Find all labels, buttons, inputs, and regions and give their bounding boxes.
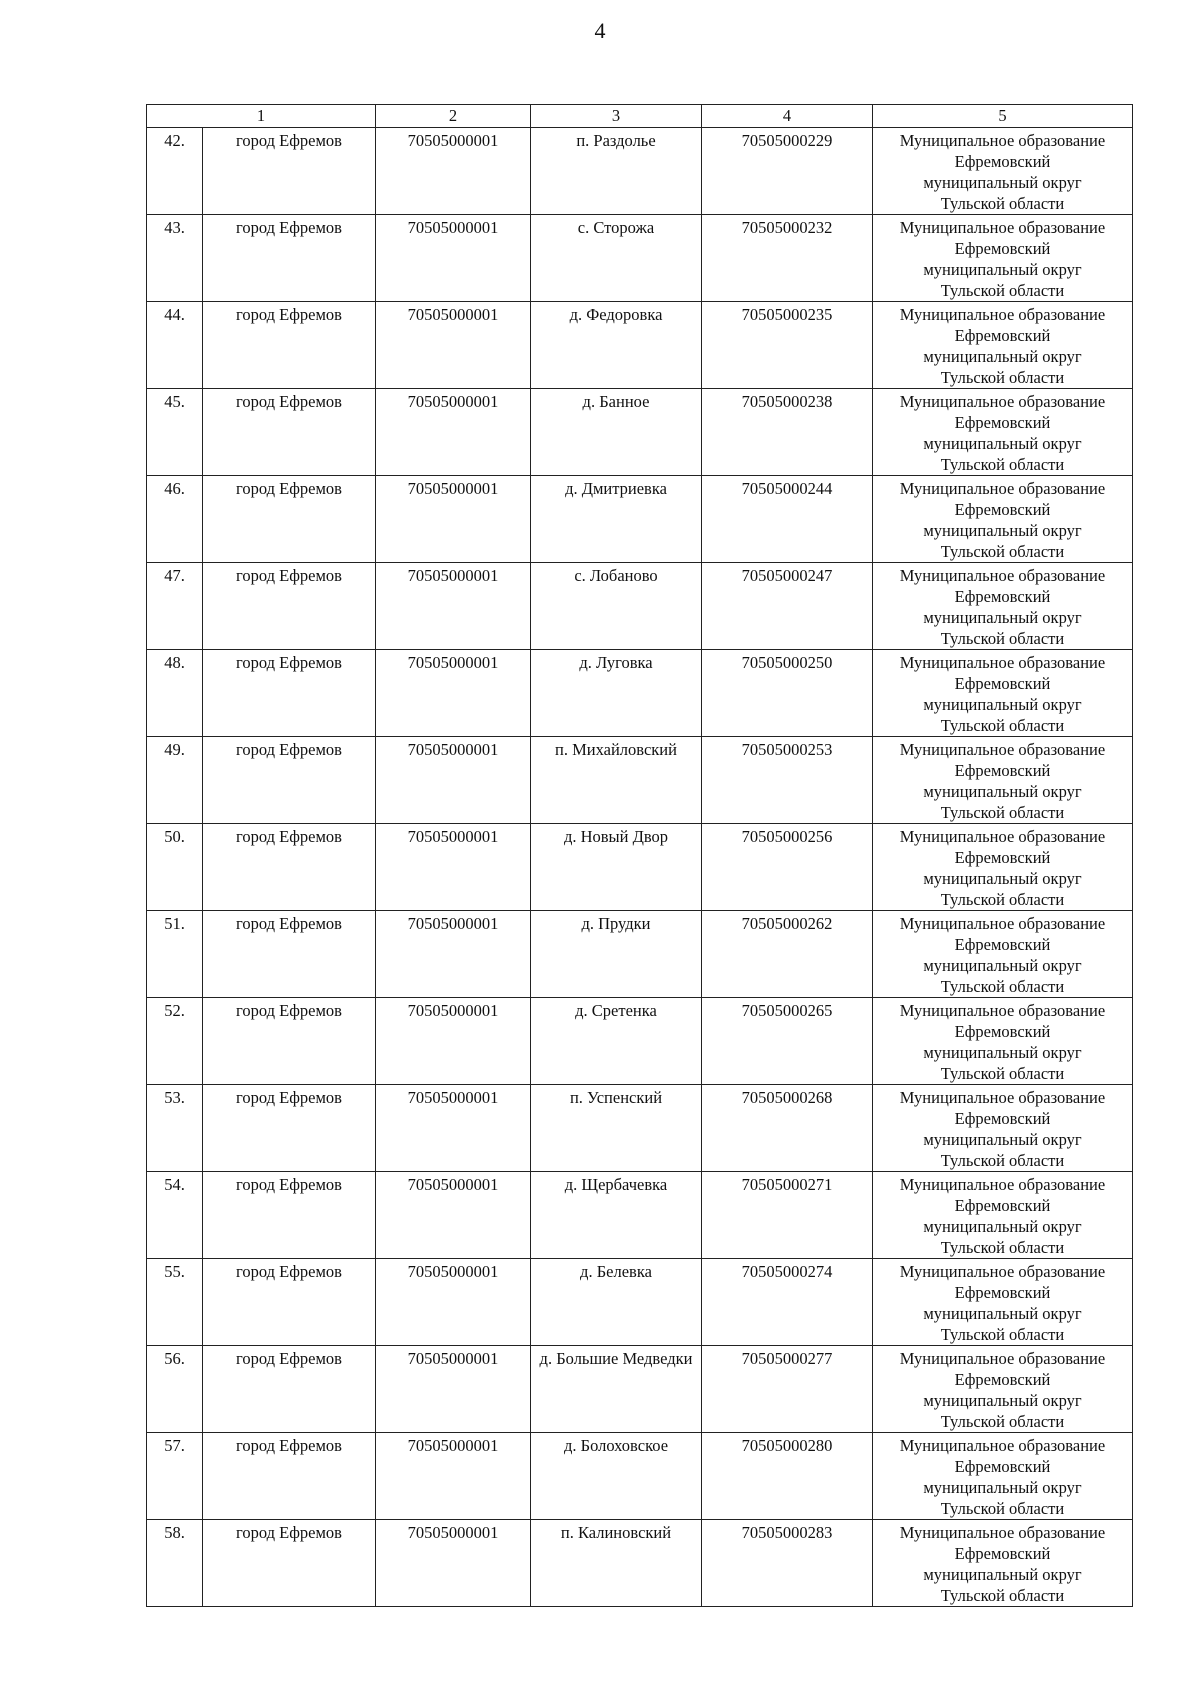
city-cell: город Ефремов <box>203 1085 376 1172</box>
city-code-cell: 70505000001 <box>376 1172 531 1259</box>
city-cell: город Ефремов <box>203 128 376 215</box>
municipality-cell <box>873 215 1133 302</box>
municipality-cell <box>873 998 1133 1085</box>
settlement-cell: д. Дмитриевка <box>531 476 702 563</box>
municipality-line: Тульской области <box>940 1151 1065 1170</box>
settlement-cell: п. Раздолье <box>531 128 702 215</box>
settlement-cell: д. Банное <box>531 389 702 476</box>
table-row <box>147 563 1133 650</box>
city-code-cell: 70505000001 <box>376 476 531 563</box>
row-number: 44. <box>147 302 203 389</box>
city-cell: город Ефремов <box>203 1259 376 1346</box>
municipality-line: Тульской области <box>940 890 1065 909</box>
column-header-5: 5 <box>873 105 1133 128</box>
municipality-line: муниципальный округ <box>923 1043 1082 1062</box>
row-number: 51. <box>147 911 203 998</box>
settlement-cell: д. Прудки <box>531 911 702 998</box>
municipality-cell <box>873 1520 1133 1607</box>
municipality-line: Тульской области <box>940 542 1065 561</box>
municipality-line: Тульской области <box>940 1325 1065 1344</box>
row-number: 57. <box>147 1433 203 1520</box>
table-row <box>147 1520 1133 1607</box>
settlement-cell: д. Щербачевка <box>531 1172 702 1259</box>
row-number: 49. <box>147 737 203 824</box>
municipality-line: Муниципальное образование <box>899 1262 1106 1281</box>
municipality-line: Ефремовский <box>954 413 1051 432</box>
settlement-cell: д. Луговка <box>531 650 702 737</box>
table-row <box>147 1259 1133 1346</box>
settlement-code-cell: 70505000232 <box>702 215 873 302</box>
municipality-line: муниципальный округ <box>923 1217 1082 1236</box>
settlement-code-cell: 70505000274 <box>702 1259 873 1346</box>
city-code-cell: 70505000001 <box>376 215 531 302</box>
municipality-line: муниципальный округ <box>923 521 1082 540</box>
city-code-cell: 70505000001 <box>376 650 531 737</box>
municipality-line: Тульской области <box>940 716 1065 735</box>
municipality-line: муниципальный округ <box>923 695 1082 714</box>
table-row <box>147 1433 1133 1520</box>
municipality-line: Ефремовский <box>954 1457 1051 1476</box>
settlement-cell: п. Успенский <box>531 1085 702 1172</box>
table-row <box>147 476 1133 563</box>
row-number: 56. <box>147 1346 203 1433</box>
municipality-line: муниципальный округ <box>923 260 1082 279</box>
municipality-line: Тульской области <box>940 281 1065 300</box>
municipality-line: муниципальный округ <box>923 869 1082 888</box>
row-number: 43. <box>147 215 203 302</box>
row-number: 42. <box>147 128 203 215</box>
municipality-line: Муниципальное образование <box>899 218 1106 237</box>
municipality-line: Тульской области <box>940 1499 1065 1518</box>
city-cell: город Ефремов <box>203 998 376 1085</box>
municipality-cell <box>873 302 1133 389</box>
municipality-line: Ефремовский <box>954 935 1051 954</box>
municipality-line: Муниципальное образование <box>899 740 1106 759</box>
row-number: 54. <box>147 1172 203 1259</box>
municipality-line: Тульской области <box>940 455 1065 474</box>
municipality-line: Ефремовский <box>954 674 1051 693</box>
table-row <box>147 215 1133 302</box>
municipality-line: муниципальный округ <box>923 782 1082 801</box>
municipality-line: Ефремовский <box>954 1544 1051 1563</box>
table-row <box>147 737 1133 824</box>
municipality-line: Муниципальное образование <box>899 131 1106 150</box>
column-header-1: 1 <box>147 105 376 128</box>
settlement-code-cell: 70505000262 <box>702 911 873 998</box>
city-code-cell: 70505000001 <box>376 737 531 824</box>
settlement-cell: с. Сторожа <box>531 215 702 302</box>
settlement-code-cell: 70505000253 <box>702 737 873 824</box>
municipality-line: муниципальный округ <box>923 1304 1082 1323</box>
city-code-cell: 70505000001 <box>376 1085 531 1172</box>
settlement-cell: д. Сретенка <box>531 998 702 1085</box>
municipality-line: Муниципальное образование <box>899 392 1106 411</box>
settlements-table <box>146 104 1133 1607</box>
table-row <box>147 302 1133 389</box>
city-cell: город Ефремов <box>203 302 376 389</box>
city-cell: город Ефремов <box>203 1520 376 1607</box>
municipality-line: Ефремовский <box>954 326 1051 345</box>
settlement-cell: д. Новый Двор <box>531 824 702 911</box>
city-cell: город Ефремов <box>203 563 376 650</box>
settlement-code-cell: 70505000271 <box>702 1172 873 1259</box>
row-number: 50. <box>147 824 203 911</box>
row-number: 52. <box>147 998 203 1085</box>
municipality-cell <box>873 563 1133 650</box>
municipality-line: муниципальный округ <box>923 1565 1082 1584</box>
municipality-line: Муниципальное образование <box>899 566 1106 585</box>
municipality-line: Ефремовский <box>954 1109 1051 1128</box>
municipality-line: Муниципальное образование <box>899 305 1106 324</box>
municipality-line: Ефремовский <box>954 500 1051 519</box>
municipality-line: Муниципальное образование <box>899 1001 1106 1020</box>
city-cell: город Ефремов <box>203 1172 376 1259</box>
municipality-line: Муниципальное образование <box>899 479 1106 498</box>
municipality-line: муниципальный округ <box>923 347 1082 366</box>
table-header-row <box>147 105 1133 128</box>
row-number: 48. <box>147 650 203 737</box>
row-number: 46. <box>147 476 203 563</box>
municipality-cell <box>873 1346 1133 1433</box>
municipality-line: Ефремовский <box>954 152 1051 171</box>
row-number: 53. <box>147 1085 203 1172</box>
municipality-cell <box>873 911 1133 998</box>
settlement-cell: д. Большие Медведки <box>531 1346 702 1433</box>
city-cell: город Ефремов <box>203 737 376 824</box>
municipality-line: Муниципальное образование <box>899 1523 1106 1542</box>
settlement-cell: д. Болоховское <box>531 1433 702 1520</box>
municipality-line: Ефремовский <box>954 1370 1051 1389</box>
row-number: 58. <box>147 1520 203 1607</box>
city-cell: город Ефремов <box>203 824 376 911</box>
table-body <box>147 128 1133 1607</box>
settlement-code-cell: 70505000244 <box>702 476 873 563</box>
municipality-cell <box>873 1172 1133 1259</box>
municipality-line: Ефремовский <box>954 1022 1051 1041</box>
municipality-line: муниципальный округ <box>923 173 1082 192</box>
city-code-cell: 70505000001 <box>376 563 531 650</box>
city-cell: город Ефремов <box>203 1346 376 1433</box>
municipality-line: Муниципальное образование <box>899 827 1106 846</box>
city-cell: город Ефремов <box>203 389 376 476</box>
city-code-cell: 70505000001 <box>376 911 531 998</box>
city-code-cell: 70505000001 <box>376 389 531 476</box>
table-row <box>147 650 1133 737</box>
row-number: 47. <box>147 563 203 650</box>
settlement-code-cell: 70505000250 <box>702 650 873 737</box>
municipality-line: Тульской области <box>940 629 1065 648</box>
municipality-line: Ефремовский <box>954 587 1051 606</box>
municipality-cell <box>873 824 1133 911</box>
municipality-line: муниципальный округ <box>923 956 1082 975</box>
row-number: 55. <box>147 1259 203 1346</box>
settlement-code-cell: 70505000238 <box>702 389 873 476</box>
city-code-cell: 70505000001 <box>376 998 531 1085</box>
municipality-cell <box>873 1259 1133 1346</box>
municipality-line: Ефремовский <box>954 1196 1051 1215</box>
settlement-code-cell: 70505000280 <box>702 1433 873 1520</box>
settlement-code-cell: 70505000235 <box>702 302 873 389</box>
municipality-cell <box>873 476 1133 563</box>
municipality-line: Муниципальное образование <box>899 1436 1106 1455</box>
municipality-line: Ефремовский <box>954 1283 1051 1302</box>
municipality-line: Тульской области <box>940 1064 1065 1083</box>
city-code-cell: 70505000001 <box>376 128 531 215</box>
page-number: 4 <box>594 18 606 43</box>
table-row <box>147 1085 1133 1172</box>
city-cell: город Ефремов <box>203 215 376 302</box>
municipality-cell <box>873 1085 1133 1172</box>
city-code-cell: 70505000001 <box>376 1259 531 1346</box>
settlement-code-cell: 70505000256 <box>702 824 873 911</box>
settlement-code-cell: 70505000265 <box>702 998 873 1085</box>
municipality-line: муниципальный округ <box>923 1391 1082 1410</box>
municipality-line: Тульской области <box>940 1412 1065 1431</box>
municipality-line: муниципальный округ <box>923 608 1082 627</box>
municipality-line: Ефремовский <box>954 761 1051 780</box>
city-cell: город Ефремов <box>203 650 376 737</box>
municipality-cell <box>873 389 1133 476</box>
municipality-line: муниципальный округ <box>923 1130 1082 1149</box>
municipality-line: Муниципальное образование <box>899 1175 1106 1194</box>
column-header-3: 3 <box>531 105 702 128</box>
city-cell: город Ефремов <box>203 476 376 563</box>
settlement-cell: д. Белевка <box>531 1259 702 1346</box>
settlement-code-cell: 70505000229 <box>702 128 873 215</box>
row-number: 45. <box>147 389 203 476</box>
table-row <box>147 1172 1133 1259</box>
table-row <box>147 911 1133 998</box>
settlement-cell: п. Михайловский <box>531 737 702 824</box>
municipality-line: Муниципальное образование <box>899 653 1106 672</box>
municipality-line: Ефремовский <box>954 848 1051 867</box>
table-row <box>147 1346 1133 1433</box>
municipality-line: Тульской области <box>940 194 1065 213</box>
table-row <box>147 998 1133 1085</box>
city-code-cell: 70505000001 <box>376 302 531 389</box>
city-code-cell: 70505000001 <box>376 824 531 911</box>
municipality-cell <box>873 650 1133 737</box>
municipality-line: Муниципальное образование <box>899 1088 1106 1107</box>
municipality-cell <box>873 737 1133 824</box>
municipality-line: Ефремовский <box>954 239 1051 258</box>
municipality-cell <box>873 1433 1133 1520</box>
column-header-2: 2 <box>376 105 531 128</box>
municipality-line: Муниципальное образование <box>899 914 1106 933</box>
settlement-code-cell: 70505000268 <box>702 1085 873 1172</box>
table-row <box>147 389 1133 476</box>
city-cell: город Ефремов <box>203 911 376 998</box>
municipality-line: муниципальный округ <box>923 1478 1082 1497</box>
city-code-cell: 70505000001 <box>376 1433 531 1520</box>
municipality-line: Муниципальное образование <box>899 1349 1106 1368</box>
settlement-cell: с. Лобаново <box>531 563 702 650</box>
city-code-cell: 70505000001 <box>376 1346 531 1433</box>
table-row <box>147 128 1133 215</box>
municipality-line: Тульской области <box>940 368 1065 387</box>
city-cell: город Ефремов <box>203 1433 376 1520</box>
municipality-cell <box>873 128 1133 215</box>
table-row <box>147 824 1133 911</box>
settlement-code-cell: 70505000247 <box>702 563 873 650</box>
settlement-cell: д. Федоровка <box>531 302 702 389</box>
city-code-cell: 70505000001 <box>376 1520 531 1607</box>
municipality-line: Тульской области <box>940 803 1065 822</box>
municipality-line: Тульской области <box>940 1238 1065 1257</box>
settlement-code-cell: 70505000277 <box>702 1346 873 1433</box>
municipality-line: Тульской области <box>940 977 1065 996</box>
settlement-cell: п. Калиновский <box>531 1520 702 1607</box>
settlement-code-cell: 70505000283 <box>702 1520 873 1607</box>
column-header-4: 4 <box>702 105 873 128</box>
municipality-line: Тульской области <box>940 1586 1065 1605</box>
municipality-line: муниципальный округ <box>923 434 1082 453</box>
